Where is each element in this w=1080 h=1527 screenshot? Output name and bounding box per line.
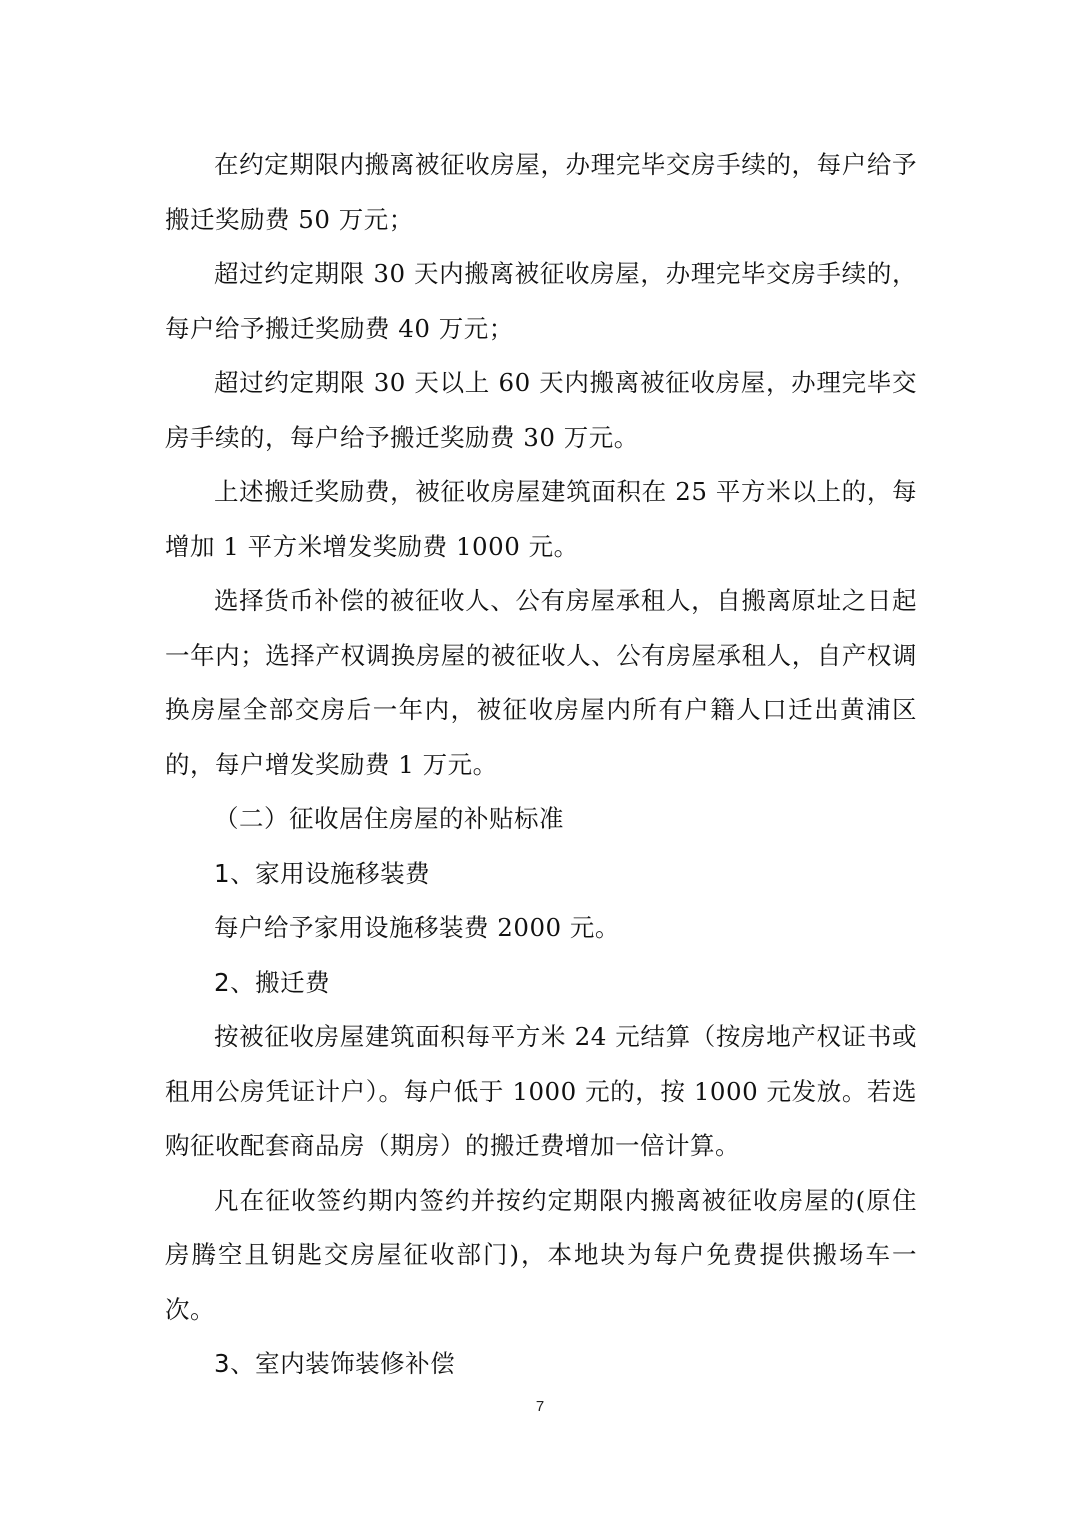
page-number: 7 [535, 1398, 545, 1415]
subheading-appliance-relocation: 1、家用设施移装费 [214, 858, 431, 888]
paragraph-area-bonus: 上述搬迁奖励费，被征收房屋建筑面积在 25 平方米以上的，每增加 1 平方米增发奖励费 1000 元。 [165, 477, 917, 561]
paragraph-reward-within-deadline: 在约定期限内搬离被征收房屋，办理完毕交房手续的，每户给予搬迁奖励费 50 万元； [165, 150, 917, 234]
document-body [165, 138, 917, 1392]
paragraph-household-migration-bonus: 选择货币补偿的被征收人、公有房屋承租人，自搬离原址之日起一年内；选择产权调换房屋的被征收人、公有房屋承租人，自产权调换房屋全部交房后一年内，被征收房屋内所有户籍人口迁出黄浦区的，每户增发奖励费 1 万元。 [165, 586, 917, 779]
subheading-interior-decoration: 3、室内装饰装修补偿 [214, 1349, 456, 1378]
paragraph-reward-30-to-60-days: 超过约定期限 30 天以上 60 天内搬离被征收房屋，办理完毕交房手续的，每户给予搬迁奖励费 30 万元。 [165, 368, 917, 452]
subheading-moving-fee: 2、搬迁费 [214, 967, 331, 997]
section-heading-subsidy-standard: （二）征收居住房屋的补贴标准 [214, 804, 564, 833]
paragraph-free-moving-truck: 凡在征收签约期内签约并按约定期限内搬离被征收房屋的(原住房腾空且钥匙交房屋征收部门)，本地块为每户免费提供搬场车一次。 [165, 1185, 917, 1324]
paragraph-appliance-relocation-fee: 每户给予家用设施移装费 2000 元。 [214, 913, 620, 942]
paragraph-reward-within-30-days: 超过约定期限 30 天内搬离被征收房屋，办理完毕交房手续的，每户给予搬迁奖励费 40 万元； [165, 259, 917, 343]
paragraph-moving-fee-rate: 按被征收房屋建筑面积每平方米 24 元结算（按房地产权证书或租用公房凭证计户）。每户低于 1000 元的，按 1000 元发放。若选购征收配套商品房（期房）的搬迁费增加一倍计算。 [165, 1022, 917, 1160]
